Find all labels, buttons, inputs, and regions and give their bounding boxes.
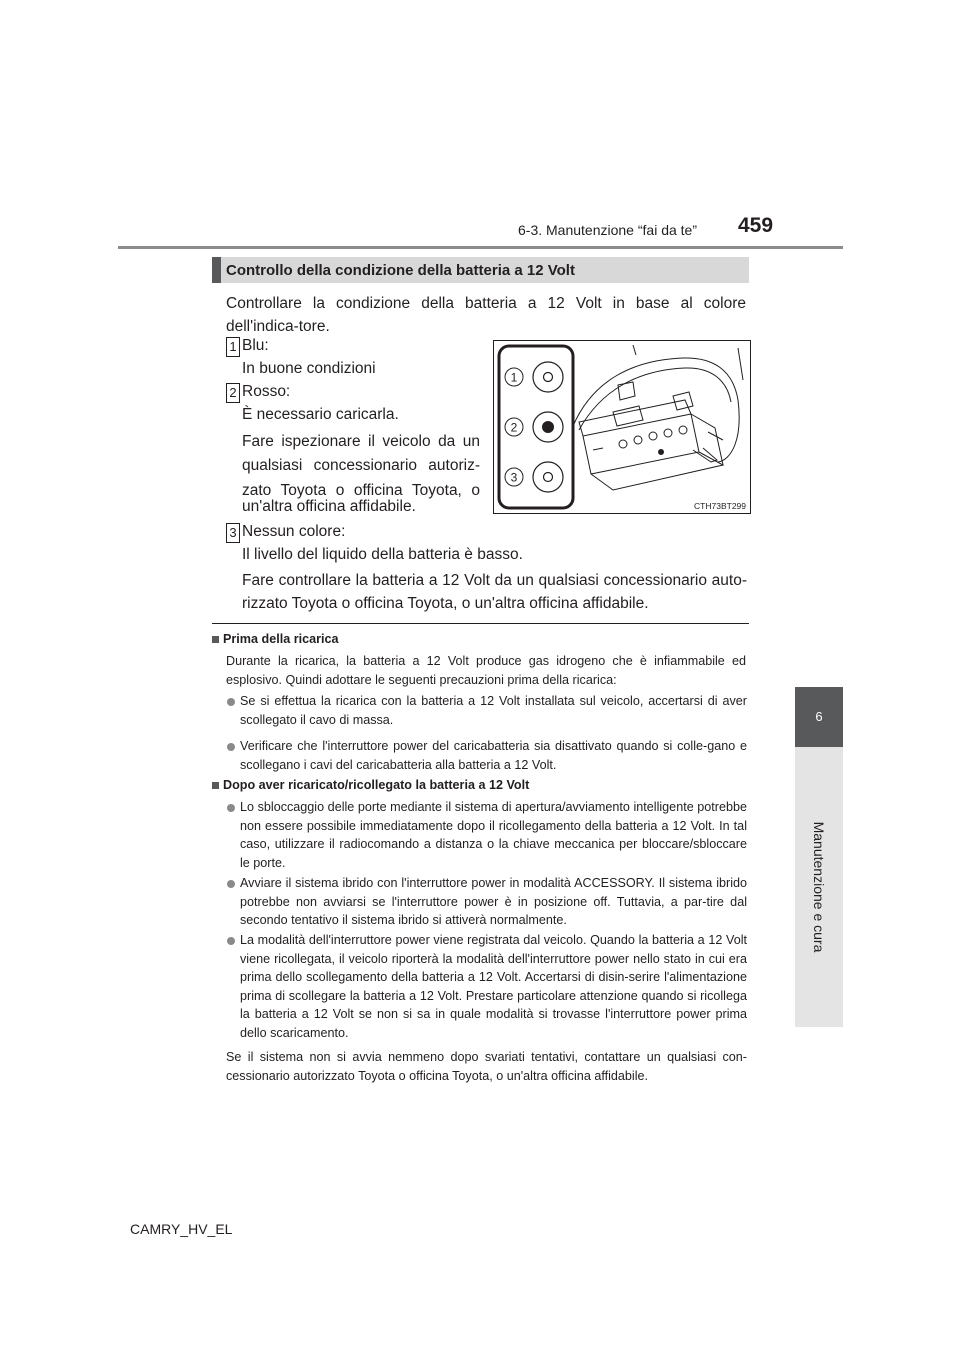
item-1-description: In buone condizioni	[242, 360, 376, 377]
note-before-bullet-2: Verificare che l'interruttore power del caricabatteria sia disattivato quando si colle-gano e scollegano i cavi del caricabatteria alla batteria a 12 Volt.	[240, 739, 747, 772]
item-2-note: Fare ispezionare il veicolo da un qualsiasi concessionario autoriz-zato Toyota o officina Toyota, o	[242, 433, 480, 499]
note-before-text: Durante la ricarica, la batteria a 12 Volt produce gas idrogeno che è infiammabile ed esplosivo. Quindi adottare le seguenti precauzioni prima della ricarica:	[226, 654, 746, 687]
footer-model: CAMRY_HV_EL	[130, 1221, 233, 1237]
bullet-icon	[227, 743, 235, 751]
bullet-icon	[227, 698, 235, 706]
callout-2-label: 2	[510, 420, 518, 435]
notes-rule	[212, 623, 749, 624]
item-number-1: 1	[226, 337, 240, 357]
note-after-bullet-2: Avviare il sistema ibrido con l'interruttore power in modalità ACCESSORY. Il sistema ibrido potrebbe non avviarsi se l'interruttore power è in posizione off. Tuttavia, a par-tire dal secondo tentativo il sistema ibrido si attiverà normalmente.	[240, 876, 747, 927]
section-title: Controllo della condizione della batteria a 12 Volt	[226, 262, 575, 279]
item-2-label: Rosso:	[242, 383, 291, 400]
item-number-3: 3	[226, 523, 240, 543]
note-heading-before: Prima della ricarica	[212, 630, 339, 649]
item-2-note-end: un'altra officina affidabile.	[242, 498, 416, 515]
running-header-section: 6-3. Manutenzione “fai da te”	[518, 222, 697, 238]
note-after-bullet-3: La modalità dell'interruttore power viene registrata dal veicolo. Quando la batteria a 12 Volt viene ricollegata, il veicolo riporterà la modalità dell'interruttore power nello stato in cui era prima dello scollegamento della batteria a 12 Volt. Accertarsi di disin-serire l'alimentazione prima di scollegare la batteria a 12 Volt. Prestare particolare attenzione quando si ricollega la batteria a 12 Volt se non si sa in quale modalità si trovasse l'interruttore power prima dello scaricamento.	[240, 933, 747, 1040]
page-number: 459	[738, 214, 774, 237]
item-2-description: È necessario caricarla.	[242, 406, 399, 423]
figure-code: CTH73BT299	[694, 501, 746, 511]
item-1-label: Blu:	[242, 337, 269, 354]
callout-3-label: 3	[510, 470, 518, 485]
square-bullet-icon	[212, 636, 219, 643]
section-intro: Controllare la condizione della batteria a 12 Volt in base al colore dell'indica-tore.	[226, 295, 746, 335]
chapter-tab-number: 6	[795, 687, 843, 747]
item-3-description: Il livello del liquido della batteria è basso.	[242, 546, 523, 563]
item-number-2: 2	[226, 383, 240, 403]
note-closing: Se il sistema non si avvia nemmeno dopo svariati tentativi, contattare un qualsiasi con-cessionario autorizzato Toyota o officina Toyota, o un'altra officina affidabile.	[226, 1050, 747, 1083]
bullet-icon	[227, 937, 235, 945]
note-after-bullet-1: Lo sbloccaggio delle porte mediante il sistema di apertura/avviamento intelligente potrebbe non essere possibile immediatamente dopo il ricollegamento della batteria a 12 Volt. In tal caso, utilizzare il radiocomando a distanza o la chiave meccanica per bloccare/sbloccare le porte.	[240, 800, 747, 870]
note-heading-after: Dopo aver ricaricato/ricollegato la batteria a 12 Volt	[212, 776, 529, 795]
bullet-icon	[227, 880, 235, 888]
item-3-note: Fare controllare la batteria a 12 Volt da un qualsiasi concessionario auto-rizzato Toyota o officina Toyota, o un'altra officina affidabile.	[242, 572, 747, 612]
callout-1-label: 1	[510, 370, 518, 385]
chapter-tab-title: Manutenzione e cura	[811, 821, 827, 953]
battery-illustration	[493, 340, 751, 514]
bullet-icon	[227, 804, 235, 812]
battery-indicator-figure	[493, 340, 751, 514]
section-heading-accent	[212, 257, 221, 283]
square-bullet-icon	[212, 782, 219, 789]
note-before-bullet-1: Se si effettua la ricarica con la batteria a 12 Volt installata sul veicolo, accertarsi di aver scollegato il cavo di massa.	[240, 694, 747, 727]
header-rule	[118, 246, 843, 249]
item-3-label: Nessun colore:	[242, 523, 346, 540]
